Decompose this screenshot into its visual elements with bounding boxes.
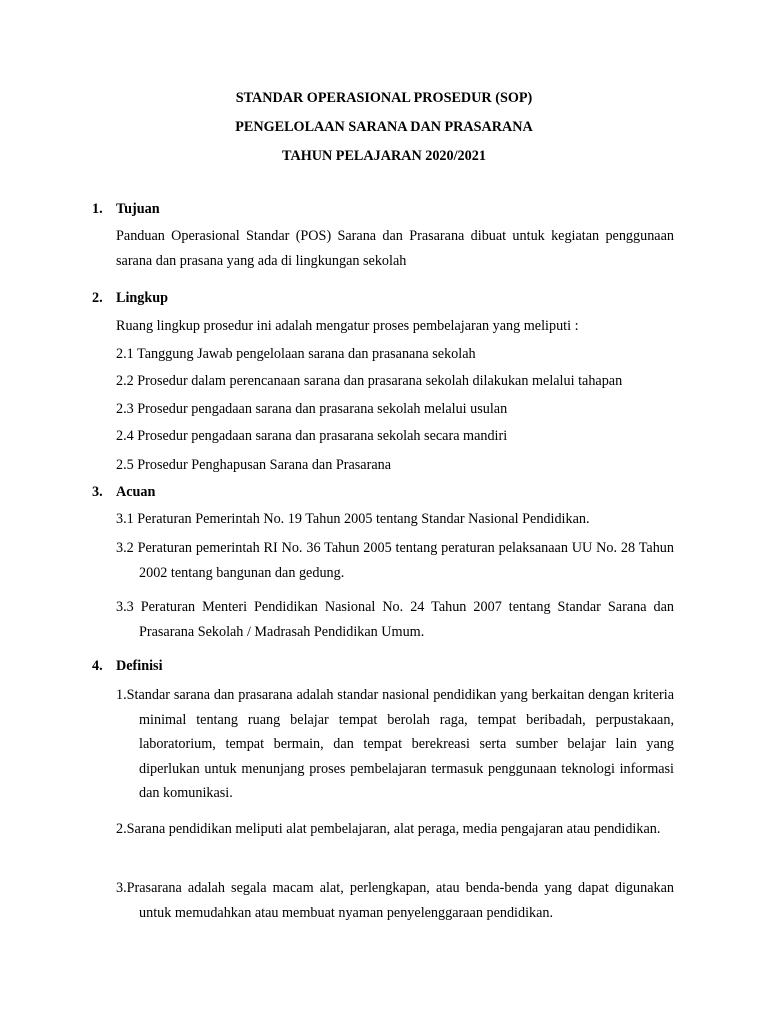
- acuan-item: 3.3 Peraturan Menteri Pendidikan Nasional No. 24 Tahun 2007 tentang Standar Sarana dan Prasarana Sekolah / Madrasah Pendidikan Umum.: [116, 599, 674, 640]
- lingkup-item: 2.3 Prosedur pengadaan sarana dan prasarana sekolah melalui usulan: [116, 401, 508, 417]
- document-title-line-3: TAHUN PELAJARAN 2020/2021: [282, 148, 486, 164]
- section-heading-lingkup: [92, 289, 168, 307]
- lingkup-item: 2.1 Tanggung Jawab pengelolaan sarana dan prasanana sekolah: [116, 346, 476, 362]
- lingkup-item: 2.2 Prosedur dalam perencanaan sarana dan prasarana sekolah dilakukan melalui tahapan: [116, 373, 623, 389]
- definisi-item-text: Standar sarana dan prasarana adalah standar nasional pendidikan yang berkaitan dengan kriteria minimal tentang ruang belajar tempat berolah raga, tempat beribadah, perpustakaan, laboratorium, tempat bermain, dan tempat berekreasi serta sumber belajar lain yang diperlukan untuk menunjang proses pembelajaran termasuk penggunaan teknologi informasi dan komunikasi.: [126, 687, 674, 801]
- section-number: 1.: [92, 201, 103, 217]
- definisi-item: [116, 683, 674, 806]
- definisi-item: [116, 817, 674, 842]
- acuan-item: 3.1 Peraturan Pemerintah No. 19 Tahun 2005 tentang Standar Nasional Pendidikan.: [116, 511, 590, 527]
- section-title: Acuan: [116, 484, 156, 500]
- section-number: 4.: [92, 658, 103, 674]
- tujuan-paragraph: Panduan Operasional Standar (POS) Sarana dan Prasarana dibuat untuk kegiatan penggunaan sarana dan prasana yang ada di lingkungan sekolah: [116, 228, 674, 269]
- document-title-line-2: PENGELOLAAN SARANA DAN PRASARANA: [235, 119, 533, 135]
- lingkup-item: 2.4 Prosedur pengadaan sarana dan prasarana sekolah secara mandiri: [116, 428, 508, 444]
- section-title: Lingkup: [116, 290, 169, 306]
- lingkup-intro: Ruang lingkup prosedur ini adalah mengatur proses pembelajaran yang meliputi :: [116, 318, 579, 334]
- section-number: 2.: [92, 290, 103, 306]
- definisi-item-text: Prasarana adalah segala macam alat, perlengkapan, atau benda-benda yang dapat digunakan untuk memudahkan atau membuat nyaman penyelenggaraan pendidikan.: [126, 880, 674, 921]
- section-heading-definisi: [92, 657, 163, 675]
- definisi-item-text: Sarana pendidikan meliputi alat pembelajaran, alat peraga, media pengajaran atau pendidikan.: [126, 821, 661, 837]
- section-title: Definisi: [116, 658, 163, 674]
- document-title-line-1: STANDAR OPERASIONAL PROSEDUR (SOP): [235, 90, 533, 106]
- lingkup-item: 2.5 Prosedur Penghapusan Sarana dan Prasarana: [116, 457, 392, 473]
- definisi-item-number: 2.: [116, 821, 127, 837]
- definisi-item-number: 3.: [116, 880, 127, 896]
- section-heading-tujuan: [92, 200, 160, 218]
- section-number: 3.: [92, 484, 103, 500]
- definisi-item: [116, 876, 674, 925]
- section-heading-acuan: [92, 483, 155, 501]
- acuan-item: 3.2 Peraturan pemerintah RI No. 36 Tahun 2005 tentang peraturan pelaksanaan UU No. 28 Tahun 2002 tentang bangunan dan gedung.: [116, 540, 674, 581]
- section-title: Tujuan: [116, 201, 160, 217]
- definisi-item-number: 1.: [116, 687, 127, 703]
